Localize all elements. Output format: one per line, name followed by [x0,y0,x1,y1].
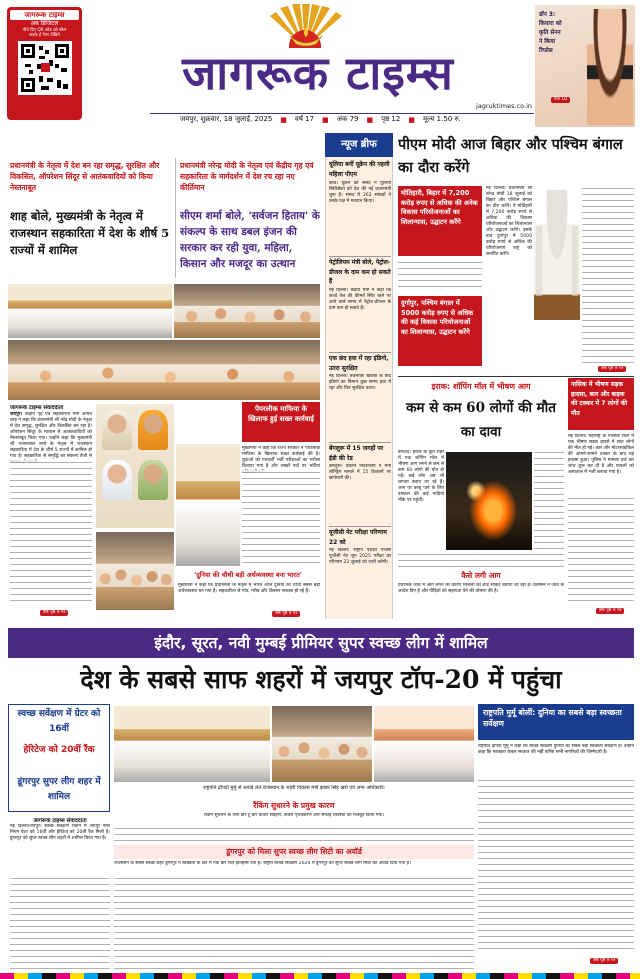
website-url[interactable]: jagruktimes.co.in [475,102,532,110]
center-sidebar-body: मुख्यमंत्री ने कहा कि राज्य सरकार ने पेपरलीक माफिया के खिलाफ सख्त कार्रवाई की है। युवाओं को पारदर्शी भर्ती परीक्षाओं का भरोसा दिलाया गया है और लाखों पदों पर भर्तियां [242,446,320,469]
photo-event-stage [8,284,172,338]
president-continue[interactable]: शेष पृष्ठ 9 पर [590,958,618,964]
pages-label: पृष्ठ 12 [381,115,401,123]
president-body-lines [478,778,634,954]
qr-promo[interactable] [7,7,82,120]
award-banner: डूंगरपुर को मिला सुपर स्वच्छ लीग सिटी का अवॉर्ड [114,845,474,859]
fire-body-lines [534,450,564,550]
left-tagline: प्रधानमंत्री के नेतृत्व में देश बन रहा समृद्ध, सुरक्षित और विकसित, ऑपरेशन सिंदूर से आतंकवादियों को किया नेस्तनाबूत [10,161,160,192]
fire-body-lines [398,552,564,568]
swachh-byline: जागरूक टाइम्स संवाददाता [33,818,87,824]
issue-label: अंक 79 [336,115,359,123]
sep-icon: ■ [280,115,287,124]
portrait-photo [102,410,132,450]
nashik-body-lines [568,496,634,604]
ear-line: ने किया [539,39,556,45]
brief-body: कीव। यूक्रेन की संसद ने यूलिया स्विरिडेंको को देश की नई प्रधानमंत्री चुना है। संसद में 262 सांसदों ने उनके पक्ष में मतदान किया। [329,181,391,204]
award-sub-body: रैंकिंग सुधारने के लिए डोर टू डोर कचरा संग्रहण, कचरा पृथक्करण और सफाई व्यवस्था को मजबूत किया गया। [203,813,385,818]
brief-headline: एक छंद हवा में रहा इंडिगो, उतरा सुरक्षित [329,352,391,372]
award-body-lines [114,876,474,970]
photo-fire-mall [446,452,532,550]
ear-panel[interactable] [535,5,635,127]
news-brief-label: न्यूज ब्रीफ [325,133,393,157]
center-headline: सीएम शर्मा बोले, 'सर्वजन हिताय' के संकल्प के साथ डबल इंजन की सरकार कर रही युवा, महिला, किसान और मजदूर का उत्थान [180,210,320,270]
nashik-headline: नासिक में भीषण सड़क हादसा, कार और बाइक की टक्कर में 7 लोगों की मौत [568,378,634,430]
swachh-head-1: स्वच्छ सर्वेक्षण में ग्रेटर को 16वीं [17,709,101,734]
sep-icon: ■ [322,115,329,124]
swachh-left-lines [10,876,110,970]
year-label: वर्ष 17 [294,115,314,123]
pm-deck-2: दुर्गापुर, पश्चिम बंगाल में 5000 करोड़ रुपए से अधिक की कई विकास परियोजनाओं का शिलान्यास, उद्घाटन करेंगे [398,296,482,366]
fire-body: बगदाद। इराक के कूत शहर में एक शॉपिंग मॉल में भीषण आग लगने से कम से कम 60 लोगों की मौत हो गई। कई लोग अब भी लापता बताए जा रहे हैं। आग पर काबू पाने के लिए दमकल की कई गाड़ियां मौके पर पहुंचीं। [398,450,444,503]
photo-award-group [272,706,372,782]
photo-ceremony [96,532,174,610]
brief-headline: बेंगलुरू में 15 जगहों पर ईडी की रेड [329,442,391,462]
ear-text [539,11,589,56]
award-subhead: रैंकिंग सुधारने के प्रमुख कारण [253,801,335,810]
pm-continue[interactable]: शेष पृष्ठ 9 पर [598,366,626,372]
photo-award-president [374,706,474,782]
nashik-body: नई दिल्ली। महाराष्ट्र के नासिक जिले में एक भीषण सड़क हादसे में सात लोगों की मौत हो गई। कार और मोटरसाइकिल की आमने-सामने टक्कर के बाद यह हादसा हुआ। पुलिस ने मामला दर्ज कर जांच शुरू कर दी है और घायलों को अस्पताल में भर्ती कराया गया है। [568,434,634,475]
fire-sub-body: प्रारंभिक जांच में आग लगने का कारण बिजली का शॉर्ट सर्किट बताया जा रहा है। प्रशासन ने जांच के आदेश दिए हैं और पीड़ितों को सहायता देने की घोषणा की है। [398,583,564,594]
edition-bar [150,113,534,125]
award-caption: राष्ट्रपति द्रौपदी मुर्मू से अवार्ड लेते राजस्थान के शहरी विकास मंत्री झाबर सिंह खर्रा एवं अन्य अधिकारी। [203,785,385,791]
photo-pm-shadow [536,226,578,296]
center-quote: 'दुनिया की चौथी बड़ी अर्थव्यवस्था बना भारत' [194,571,302,579]
bottom-strip [0,973,640,979]
promo-line: करके ई पेपर देखिये [29,33,60,38]
center-continue[interactable]: शेष पृष्ठ 9 पर [272,611,300,617]
left-headline: शाह बोले, मुख्यमंत्री के नेतृत्व में राजस्थान सहकारिता में देश के शीर्ष 5 राज्यों में शामिल [10,209,170,257]
ear-photo [587,9,633,125]
portrait-photo [102,460,132,500]
nashik-continue[interactable]: शेष पृष्ठ 9 पर [596,608,624,614]
ear-line: डॉन 3: [539,12,556,18]
center-sidebar-lines [242,470,320,566]
president-body: राष्ट्रपति द्रौपदी मुर्मू ने कहा कि स्वच्छ सर्वेक्षण दुनिया का सबसे बड़ा स्वच्छता सर्वेक्षण है। उन्होंने कहा कि स्वच्छता केवल सरकार की नहीं बल्कि सभी नागरिकों की जिम्मेदारी है। [478,744,634,755]
fire-kicker: इराक: शॉपिंग मॉल में भीषण आग [431,382,531,391]
swachh-left-body: नई दिल्ली/जयपुर। स्वच्छ सर्वेक्षण रैंकिंग में जयपुर नगर निगम ग्रेटर को 16वीं और हेरिटेज को 20वीं रैंक मिली है। डूंगरपुर को सुपर स्वच्छ लीग शहरों में शामिल किया गया है। [10,824,110,841]
center-quote-body: मुख्यमंत्री ने कहा कि प्रधानमंत्री के नेतृत्व में भारत आज दुनिया की चौथी सबसे बड़ी अर्थव्यवस्था बन गया है। सहकारिता से गांव, गरीब और किसान सशक्त हो रहे हैं। [178,583,320,594]
swachh-head-3: डूंगरपुर सुपर लीग शहर में शामिल [17,777,101,802]
brief-body: बेंगलुरू। प्रवर्तन निदेशालय ने मनी लॉन्ड्रिंग मामले में 15 ठिकानों पर छापेमारी की। [329,464,391,481]
portrait-photo [138,410,168,450]
fire-headline: कम से कम 60 लोगों की मौत का दावा [406,400,556,440]
date-line: जयपुर, शुक्रवार, 18 जुलाई, 2025 [180,115,273,123]
newspaper-title: जागरूक टाइम्स [182,46,454,100]
photo-cm-address [176,444,240,566]
photo-award-stage [114,706,270,782]
ear-line: रिप्लेस [539,48,553,54]
qr-code-icon[interactable] [18,41,72,95]
left-byline: जागरूक टाइम्स संवाददाता [10,405,64,411]
pm-deck-1: मोतिहारी, बिहार में 7,200 करोड़ रुपए से अधिक की अनेक विकास परियोजनाओं का शिलान्यास, उद्घाटन करेंगे [398,186,482,256]
main-strap: इंदौर, सूरत, नवी मुम्बई प्रीमियर सुपर स्वच्छ लीग में शामिल [8,628,634,658]
president-headline: राष्ट्रपति मुर्मू बोलीं: दुनिया का सबसे बड़ा स्वच्छता सर्वेक्षण [478,704,634,740]
swachh-head-2: हेरिटेज को 20वीं रैंक [23,745,95,755]
award-sub-lines [114,826,474,842]
pm-headline: पीएम मोदी आज बिहार और पश्चिम बंगाल का दौरा करेंगे [398,136,623,176]
brief-body: नई दिल्ली। राष्ट्रीय परीक्षा एजेंसी यूजीसी नेट जून 2025 परीक्षा का परिणाम 22 जुलाई को जारी करेगी। [329,548,391,565]
sep-icon: ■ [408,115,415,124]
brief-headline: यूजीसी नेट परीक्षा परिणाम 22 को [329,526,391,546]
left-body-text: केंद्रीय गृह एवं सहकारिता मंत्री अमित शाह ने कहा कि प्रधानमंत्री श्री नरेंद्र मोदी के नेतृत्व में देश समृद्ध, सुरक्षित और विकसित बन रहा है। ऑपरेशन सिंदूर के माध्यम से आतंकवादियों को नेस्तनाबूत किया गया। उन्होंने कहा कि मुख्यमंत्री श्री भजनलाल शर्मा के नेतृत्व में राजस्थान सहकारिता में देश के शीर्ष 5 राज्यों में शामिल हो गया है। सहकारिता से समृद्धि का संकल्प तेजी से [10,412,92,459]
divider [398,376,634,377]
ear-line: कियारा को [539,21,562,27]
brief-headline: यूलिया बनीं यूक्रेन की पहली महिला पीएम [329,161,390,178]
center-sidebar-headline: पेपरलीक माफिया के खिलाफ हुई सख्त कार्रवाई [242,402,320,442]
ear-line: कृति सेनन [539,30,561,36]
ear-page-badge[interactable]: पेज 10 [551,97,570,103]
brief-headline: पेट्रोलियम मंत्री बोले, पेट्रोल-डीजल के दाम कम हो सकते हैं [329,256,391,286]
promo-line: नीचे दिए QR कोड को स्कैन [22,28,67,33]
pm-body-lines-left [398,260,482,292]
brief-body: नई दिल्ली। केंद्रीय मंत्री ने कहा कि कच्चे तेल की कीमतें स्थिर रहने पर आने वाले समय में पेट्रोल-डीजल के दाम कम हो सकते हैं। [329,288,391,311]
photo-event-crowd [174,284,320,338]
fire-subhead: कैसे लगी आग [461,571,501,580]
promo-line: अब डिजिटल [30,20,59,27]
sep-icon: ■ [366,115,374,124]
brief-body: नई दिल्ली। तकनीकी खराबी के बाद इंडिगो का विमान कुछ समय हवा में रहा और फिर सुरक्षित उतरा। [329,374,391,391]
photo-portraits [96,404,174,528]
left-dateline: जयपुर। [10,412,23,417]
portrait-photo [138,460,168,500]
main-headline: देश के सबसे साफ शहरों में जयपुर टॉप-20 में पहुंचा [80,665,562,694]
left-body-lines [10,460,92,606]
center-tagline: प्रधानमंत्री नरेन्द्र मोदी के नेतृत्व एवं केंद्रीय गृह एवं सहकारिता के मार्गदर्शन में देश रच रहा नए कीर्तिमान [180,161,314,192]
divider [175,158,176,278]
photo-leaders-row [8,340,320,400]
award-body: राजस्थान के सबसे स्वच्छ शहर डूंगरपुर ने स्वच्छता के क्षेत्र में एक बार फिर इतिहास रचा है। राष्ट्रीय स्वच्छ सर्वेक्षण 2024 में डूंगरपुर को सुपर स्वच्छ लीग सिटी का अवॉर्ड दिया गया है। [114,861,411,866]
pm-body-lines-right [582,186,634,364]
promo-brand: जागरूक टाइम्स [10,10,79,20]
price-label: मूल्य 1.50 रु. [422,115,461,123]
pm-body: नई दिल्ली। प्रधानमंत्री श्री नरेन्द्र मोदी 18 जुलाई को बिहार और पश्चिम बंगाल का दौरा करेंगे। वे मोतिहारी में 7,200 करोड़ रुपये से अधिक की विकास परियोजनाओं का शिलान्यास और उद्घाटन करेंगे। इसके बाद दुर्गापुर में 5000 करोड़ रुपये से अधिक की परियोजनाएं राष्ट्र को समर्पित करेंगे। [486,186,532,257]
left-continue[interactable]: शेष पृष्ठ 9 पर [40,610,68,616]
